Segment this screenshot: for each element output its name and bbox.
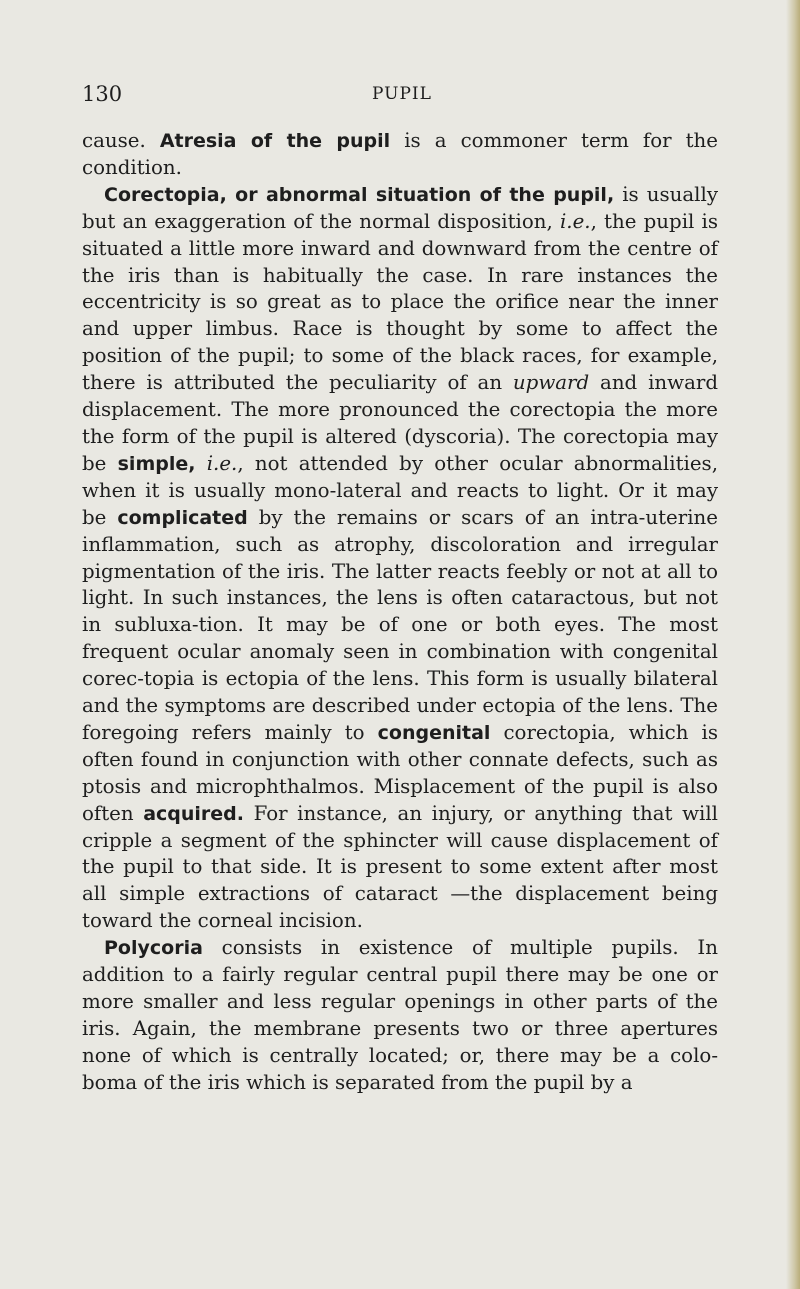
text-run: consists in existence of multiple pupils. In addition to a fairly regular central pupil there may be one or more smaller and less regular openings in other parts of the iris. Again, the membrane presents two or three apertures none of which is centrally located; or, there may be a colo-boma of the iris which is separated from the pupil by a xyxy=(82,936,718,1094)
paragraph xyxy=(82,935,718,1096)
bold-term: Corectopia, or abnormal situation of the pupil, xyxy=(104,183,615,206)
text-run: corectopia, which is often found in conjunction with other connate defects, such as ptosis and microphthalmos. Misplacement of the pupil is also often xyxy=(82,720,718,825)
text-run: and inward displacement. The more pronounced the corectopia the more the form of the pupil is altered (dyscoria). The corectopia may be xyxy=(82,371,718,475)
page-header xyxy=(82,82,717,112)
page-number: 130 xyxy=(82,82,123,106)
text-run: , not attended by other ocular abnormalities, when it is usually mono-lateral and reacts to light. Or it may be xyxy=(82,451,718,529)
paragraph xyxy=(82,182,718,935)
page-edge xyxy=(786,0,800,1289)
body-text xyxy=(82,128,718,1097)
italic-text: i.e. xyxy=(559,209,591,233)
bold-term: congenital xyxy=(377,721,491,744)
text-run: , the pupil is situated a little more inward and downward from the centre of the iris than is habitually the case. In rare instances the eccentricity is so great as to place the orifice near the inner and upper limbus. Race is thought by some to affect the position of the pupil; to some of the black races, for example, there is attributed the peculiarity of an xyxy=(82,209,718,395)
text-run: is a commoner term for the condition. xyxy=(82,129,718,179)
bold-term: Polycoria xyxy=(104,937,203,960)
bold-term: Atresia of the pupil xyxy=(159,130,391,152)
paragraph xyxy=(82,128,718,182)
text-run: For instance, an injury, or anything that will cripple a segment of the sphincter will cause displacement of the pupil to that side. It is present to some extent after most all simple extractions of cataract —the displacement being toward the corneal incision. xyxy=(82,801,718,933)
running-head: PUPIL xyxy=(372,84,432,104)
bold-term: complicated xyxy=(117,506,248,529)
italic-text: upward xyxy=(512,371,590,395)
bold-term: simple, xyxy=(117,452,196,475)
bold-term: acquired. xyxy=(143,802,245,825)
text-run: cause. xyxy=(82,129,160,152)
text-run xyxy=(195,452,206,475)
italic-text: i.e. xyxy=(206,451,238,475)
text-run: by the remains or scars of an intra-uterine inflammation, such as atrophy, discoloration and irregular pigmentation of the iris. The latter reacts feebly or not at all to light. In such instances, the lens is often cataractous, but not in subluxa-tion. It may be of one or both eyes. The most frequent ocular anomaly seen in combination with congenital corec-topia is ectopia of the lens. This form is usually bilateral and the symptoms are described under ectopia of the lens. The foregoing refers mainly to xyxy=(82,505,718,744)
text-run: is usually but an exaggeration of the normal disposition, xyxy=(82,182,718,233)
